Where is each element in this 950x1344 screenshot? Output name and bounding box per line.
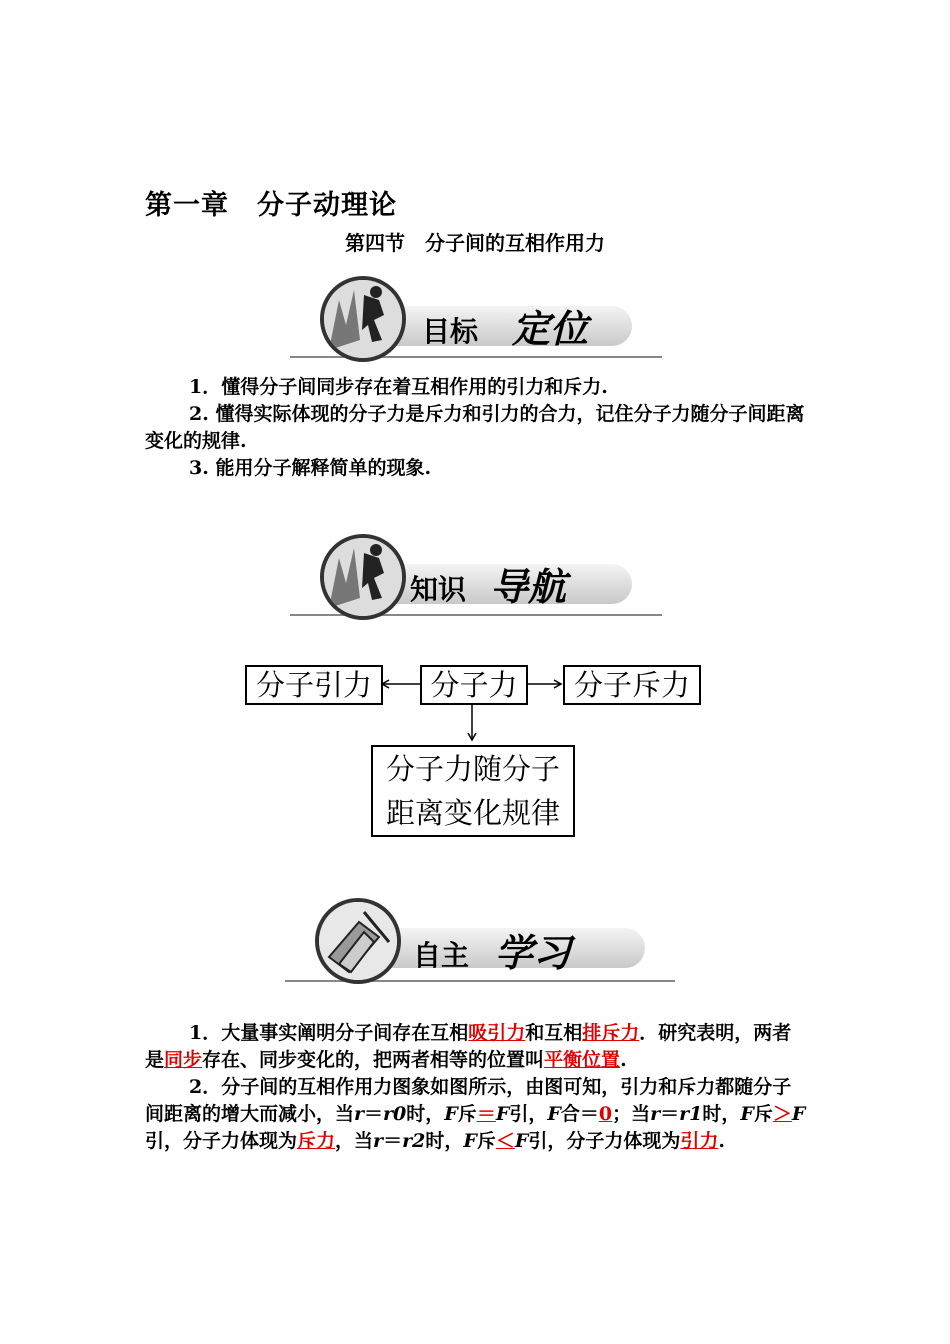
var: r1: [679, 1103, 703, 1125]
text-span: 存在、同步变化的，把两者相等的位置叫: [202, 1049, 545, 1071]
goal-item-1: 1．懂得分子间同步存在着互相作用的引力和斥力.: [189, 376, 608, 398]
text-span: 引，: [509, 1103, 548, 1125]
answer-blank: 斥力: [297, 1130, 336, 1152]
answer-blank: ＜: [495, 1130, 515, 1152]
text-span: .: [620, 1049, 627, 1071]
box-line-1: 分子力随分子: [385, 752, 560, 786]
text-span: 引，分子力体现为: [528, 1130, 681, 1152]
banner-small-text: 知识: [410, 573, 467, 606]
box-line-2: 距离变化规律: [385, 796, 560, 830]
box-molecular-repulsion: 分子斥力: [563, 665, 701, 705]
answer-blank: 引力: [680, 1130, 719, 1152]
answer-blank: 同步: [164, 1049, 203, 1071]
var: F: [514, 1130, 529, 1152]
var: F: [740, 1103, 754, 1125]
text-span: 斥: [753, 1103, 773, 1125]
text-span: 引，分子力体现为: [145, 1130, 298, 1152]
self-study-banner: [285, 898, 675, 988]
var: F: [547, 1103, 561, 1125]
text-span: .: [718, 1130, 726, 1152]
text-span: 时，: [425, 1130, 464, 1152]
banner-small-text: 自主: [413, 939, 470, 972]
banner-large-text: 定位: [512, 307, 589, 351]
text-span: ＝: [364, 1103, 384, 1125]
text-span: 合＝: [560, 1103, 599, 1125]
var: r0: [383, 1103, 407, 1125]
var: r2: [402, 1130, 426, 1152]
banner-large-text: 学习: [495, 931, 572, 975]
goal-item-2: 2. 懂得实际体现的分子力是斥力和引力的合力，记住分子力随分子间距离变化的规律.: [145, 403, 805, 452]
banner-large-text: 导航: [490, 565, 567, 609]
text-span: 斥: [457, 1103, 477, 1125]
answer-blank: 排斥力: [582, 1022, 640, 1044]
var: r: [650, 1103, 661, 1125]
answer-blank: ＝: [476, 1103, 496, 1125]
var: F: [444, 1103, 458, 1125]
chapter-title: 第一章 分子动理论: [145, 190, 397, 221]
text-span: 2．分子间的互相作用力图象如图所示，由图可知，引力和斥力都随分子间距离的增大而减小，当: [145, 1076, 792, 1125]
answer-blank: 0: [598, 1103, 613, 1125]
box-molecular-attraction: 分子引力: [245, 665, 383, 705]
text-span: ．研究表明，两者是: [145, 1022, 792, 1071]
books-icon: [315, 898, 401, 984]
answer-blank: 平衡位置: [544, 1049, 621, 1071]
box-force-distance-law: [371, 745, 575, 837]
answer-blank: ＞: [772, 1103, 792, 1125]
section-title: 第四节 分子间的互相作用力: [345, 231, 605, 255]
text-span: 1．大量事实阐明分子间存在互相: [189, 1022, 469, 1044]
text-span: 和互相: [525, 1022, 583, 1044]
text-span: ，当: [335, 1130, 374, 1152]
var: r: [354, 1103, 365, 1125]
box-molecular-force: 分子力: [420, 665, 528, 705]
answer-blank: 吸引力: [468, 1022, 526, 1044]
banner-small-text: 目标: [422, 315, 479, 348]
var: F: [463, 1130, 477, 1152]
var: F: [791, 1103, 806, 1125]
text-span: ；当: [612, 1103, 651, 1125]
study-paragraph-2: [145, 1074, 807, 1155]
text-span: ＝: [660, 1103, 680, 1125]
text-span: 时，: [702, 1103, 741, 1125]
text-span: ＝: [383, 1130, 403, 1152]
text-span: 时，: [406, 1103, 445, 1125]
study-paragraph-1: [145, 1020, 807, 1074]
var: F: [495, 1103, 510, 1125]
var: r: [373, 1130, 384, 1152]
goal-item-3: 3. 能用分子解释简单的现象.: [189, 457, 432, 479]
study-text: [145, 1020, 807, 1155]
text-span: 斥: [476, 1130, 496, 1152]
